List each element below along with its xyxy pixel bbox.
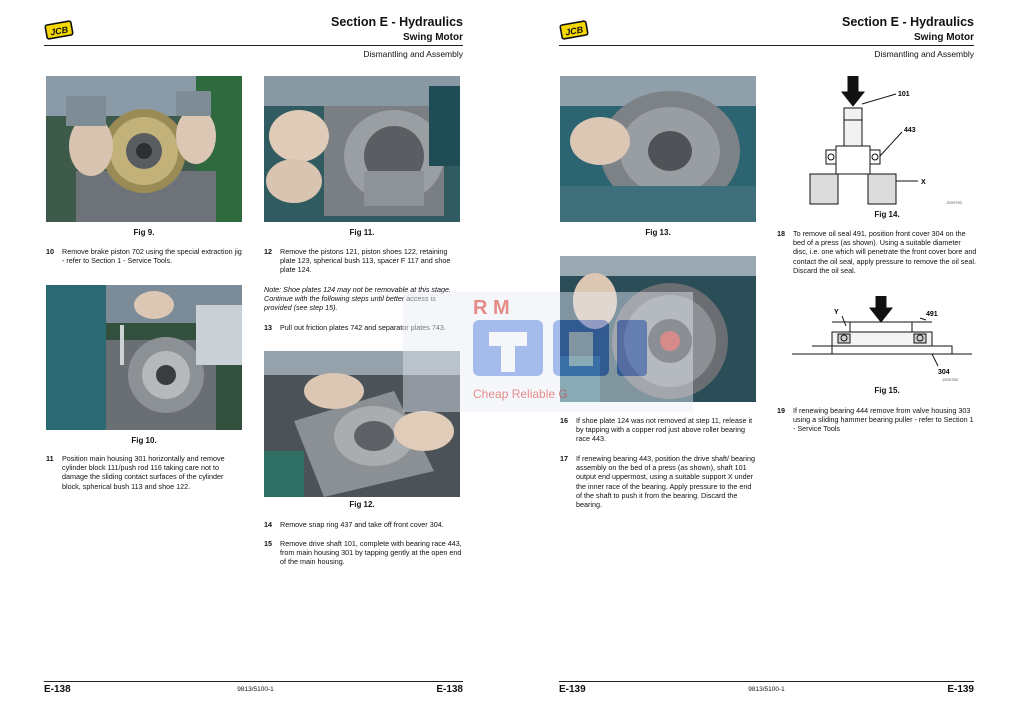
label-304: 304 — [938, 369, 950, 376]
step-text: If shoe plate 124 was not removed at step 11, release it by tapping with a copper rod just above roller bearing race 443. — [576, 416, 753, 444]
jcb-logo — [559, 20, 589, 40]
step-number: 14 — [264, 520, 272, 529]
svg-text:JCB: JCB — [49, 24, 69, 38]
fig14-caption: Fig 14. — [874, 210, 900, 219]
step-text: If renewing bearing 444 remove from valve housing 303 using a sliding hammer bearing puller - refer to Section 1 - Service Tools — [793, 406, 974, 434]
step-number: 18 — [777, 229, 785, 238]
step-text: Remove the pistons 121, piston shoes 122, retaining plate 123, spherical bush 113, spacer F 117 and shoe plate 124. — [280, 247, 451, 275]
label-443: 443 — [904, 127, 916, 134]
section-title: Section E - Hydraulics — [331, 15, 463, 29]
diagram-ref: JS09780 — [942, 377, 958, 382]
step-number: 15 — [264, 539, 272, 548]
fig11-photo — [264, 76, 460, 222]
fig15-diagram — [792, 296, 978, 382]
step-text: To remove oil seal 491, position front cover 304 on the bed of a press (as shown). Using a suitable diameter disc, i.e. one which will penetrate the front cover bore and contact the oil seal, apply pressure to remove the oil seal. Discard the oil seal. — [793, 229, 977, 275]
label-x: X — [921, 179, 926, 186]
fig10-caption: Fig 10. — [131, 436, 157, 445]
page-number: E-138 — [44, 684, 71, 695]
step-text: Remove snap ring 437 and take off front cover 304. — [280, 520, 444, 529]
fig13-photo — [560, 76, 756, 222]
section-title: Section E - Hydraulics — [842, 15, 974, 29]
document-number: 9813/5100-1 — [237, 686, 274, 693]
label-101: 101 — [898, 91, 910, 98]
step-number: 12 — [264, 247, 272, 256]
step-number: 19 — [777, 406, 785, 415]
watermark — [403, 282, 693, 412]
watermark-letters: R M — [473, 297, 510, 319]
page-number-right: E-138 — [436, 684, 463, 695]
fig10-photo — [46, 285, 242, 430]
step-text: Position main housing 301 horizontally and remove cylinder block 111/push rod 116 taking care not to damage the sliding contact surfaces of the cylinder block, spherical bush 113 and shoe 122. — [62, 454, 225, 491]
label-491: 491 — [926, 311, 938, 318]
step-number: 10 — [46, 247, 54, 256]
step-number: 13 — [264, 323, 272, 332]
svg-text:JCB: JCB — [564, 24, 584, 38]
diagram-ref: JS09790 — [946, 200, 962, 205]
footer-divider — [559, 681, 974, 682]
jcb-logo — [44, 20, 74, 40]
step-number: 11 — [46, 454, 54, 463]
header-divider — [559, 45, 974, 46]
fig15-caption: Fig 15. — [874, 386, 900, 395]
page-number: E-139 — [559, 684, 586, 695]
step-number: 16 — [560, 416, 568, 425]
fig9-caption: Fig 9. — [133, 228, 155, 237]
step-text: Pull out friction plates 742 and separator plates 743. — [280, 323, 446, 332]
header-divider — [44, 45, 463, 46]
section-subtitle: Swing Motor — [914, 32, 974, 43]
footer-divider — [44, 681, 463, 682]
step-text: Remove brake piston 702 using the special extraction jig - refer to Section 1 - Service Tools. — [62, 247, 242, 266]
section-subtitle: Swing Motor — [403, 32, 463, 43]
section-heading: Dismantling and Assembly — [363, 49, 463, 59]
page-number-right: E-139 — [947, 684, 974, 695]
step-text: Remove drive shaft 101, complete with bearing race 443, from main housing 301 by tapping gently at the open end of the main housing. — [280, 539, 462, 567]
label-y: Y — [834, 309, 839, 316]
fig9-photo — [46, 76, 242, 222]
section-heading: Dismantling and Assembly — [874, 49, 974, 59]
fig14-diagram — [798, 76, 976, 206]
fig13-caption: Fig 13. — [645, 228, 671, 237]
fig11-caption: Fig 11. — [349, 228, 375, 237]
fig12-caption: Fig 12. — [349, 500, 375, 509]
step-text: If renewing bearing 443, position the drive shaft/ bearing assembly on the bed of a press (as shown), shaft 101 output end uppermost, using a suitable support X under the inner race of the bearing. Apply pressure to the end of the shaft to push it from the bearing. Discard the bearing. — [576, 454, 756, 510]
step-number: 17 — [560, 454, 568, 463]
note-shoe-plates: Note: Shoe plates 124 may not be removable at this stage. Continue with the following steps until better access is provided (see step 15). — [264, 285, 451, 313]
watermark-tagline: Cheap Reliable G — [473, 387, 568, 401]
document-number: 9813/5100-1 — [748, 686, 785, 693]
